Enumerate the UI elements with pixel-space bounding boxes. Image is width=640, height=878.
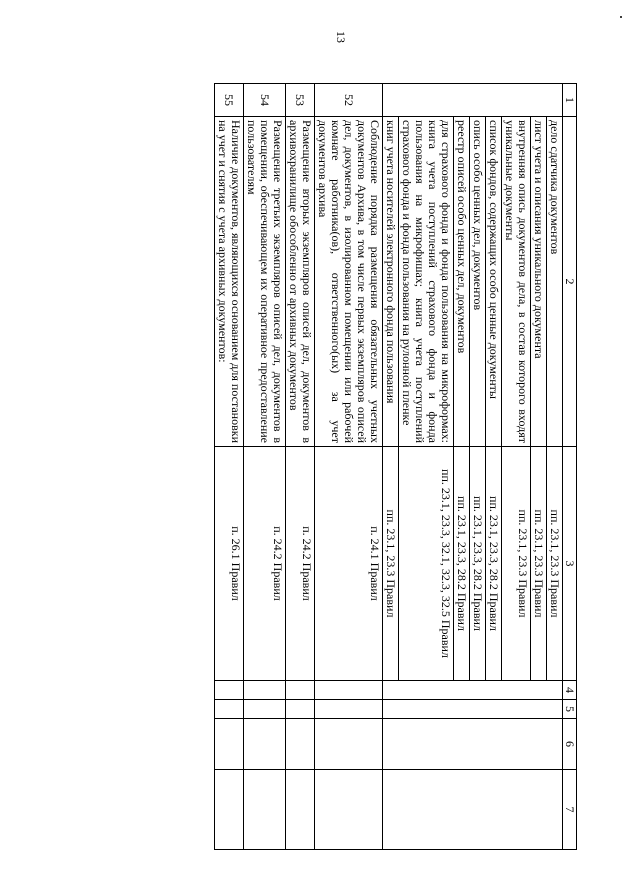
mark-cell-6 — [244, 719, 286, 770]
table-row — [215, 84, 244, 850]
mark-cell-7 — [215, 770, 244, 850]
col-header-5: 5 — [563, 700, 577, 719]
mark-cell-6 — [215, 719, 244, 770]
col-header-3: 3 — [563, 447, 577, 681]
legal-reference: пп. 23.1, 23.3, 28.2 Правил — [454, 447, 470, 681]
legal-reference: п. 24.2 Правил — [286, 447, 315, 681]
mark-cell-5 — [244, 700, 286, 719]
col-header-1: 1 — [563, 84, 577, 117]
mark-cell-4 — [315, 681, 383, 700]
legal-reference: пп. 23.1, 23.3 Правил — [547, 447, 563, 681]
legal-reference: п. 24.1 Правил — [315, 447, 383, 681]
header-row — [563, 84, 577, 850]
requirement-text: опись особо ценных дел, документов — [470, 117, 486, 447]
table-row — [547, 84, 563, 850]
mark-cell-5 — [383, 700, 563, 719]
legal-reference: пп. 23.1, 23.3, 32.1, 32.3, 32.5 Правил — [399, 447, 454, 681]
page-number: 13 — [334, 31, 348, 43]
mark-cell-7 — [315, 770, 383, 850]
mark-cell-5 — [315, 700, 383, 719]
legal-reference: п. 26.1 Правил — [215, 447, 244, 681]
row-number: 55 — [215, 84, 244, 117]
col-header-2: 2 — [563, 117, 577, 447]
mark-cell-4 — [215, 681, 244, 700]
mark-cell-5 — [215, 700, 244, 719]
table-row — [315, 84, 383, 850]
mark-cell-7 — [286, 770, 315, 850]
requirement-text: список фондов, содержащих особо ценные документы — [486, 117, 502, 447]
mark-cell-7 — [244, 770, 286, 850]
requirement-text: Наличие документов, являющихся основанием для постановки на учет и снятия с учета архивных документов: — [215, 117, 244, 447]
table-row — [286, 84, 315, 850]
checklist-table — [214, 83, 577, 850]
requirement-text: для страхового фонда и фонда пользования на микроформах: книга учета поступлений страхового фонда и фонда пользования на микрофишах; книга учета поступлений страхового фонда и фонда пользования на рулонной пленке — [399, 117, 454, 447]
mark-cell-5 — [286, 700, 315, 719]
mark-cell-6 — [383, 719, 563, 770]
requirement-text: Соблюдение порядка размещения обязательных учетных документов Архива, в том числе первых экземпляров описей дел, документов, в изолированном помещении или рабочей комнате работника(ов), ответственного(ых) за учет документов архива — [315, 117, 383, 447]
mark-cell-6 — [315, 719, 383, 770]
requirement-text: книг учета носителей электронного фонда пользования — [383, 117, 399, 447]
legal-reference: пп. 23.1, 23.3, 28.2 Правил — [486, 447, 502, 681]
col-header-6: 6 — [563, 719, 577, 770]
mark-cell-6 — [286, 719, 315, 770]
legal-reference: п. 24.2 Правил — [244, 447, 286, 681]
mark-cell-4 — [383, 681, 563, 700]
requirement-text: Размещение вторых экземпляров описей дел, документов в архивохранилище обособленно от архивных документов — [286, 117, 315, 447]
legal-reference: пп. 23.1, 23.3 Правил — [502, 447, 531, 681]
requirement-text: внутренняя опись документов дела, в состав которого входят уникальные документы — [502, 117, 531, 447]
rotated-page — [28, 21, 612, 857]
table-row — [244, 84, 286, 850]
row-number: 52 — [315, 84, 383, 117]
legal-reference: пп. 23.1, 23.3, 28.2 Правил — [470, 447, 486, 681]
requirement-text: реестр описей особо ценных дел, документов — [454, 117, 470, 447]
mark-cell-4 — [286, 681, 315, 700]
row-number: 53 — [286, 84, 315, 117]
requirement-text: дело сдатчика документов — [547, 117, 563, 447]
col-header-4: 4 — [563, 681, 577, 700]
scan-dot — [620, 16, 622, 18]
legal-reference: пп. 23.1, 23.3 Правил — [531, 447, 547, 681]
mark-cell-7 — [383, 770, 563, 850]
requirement-text: Размещение третьих экземпляров описей дел, документов в помещении, обеспечивающем их оперативное предоставление пользователям — [244, 117, 286, 447]
mark-cell-4 — [244, 681, 286, 700]
requirement-text: лист учета и описания уникального документа — [531, 117, 547, 447]
row-number: 54 — [244, 84, 286, 117]
legal-reference: пп. 23.1, 23.3 Правил — [383, 447, 399, 681]
row-number-cell-empty — [383, 84, 563, 117]
col-header-7: 7 — [563, 770, 577, 850]
